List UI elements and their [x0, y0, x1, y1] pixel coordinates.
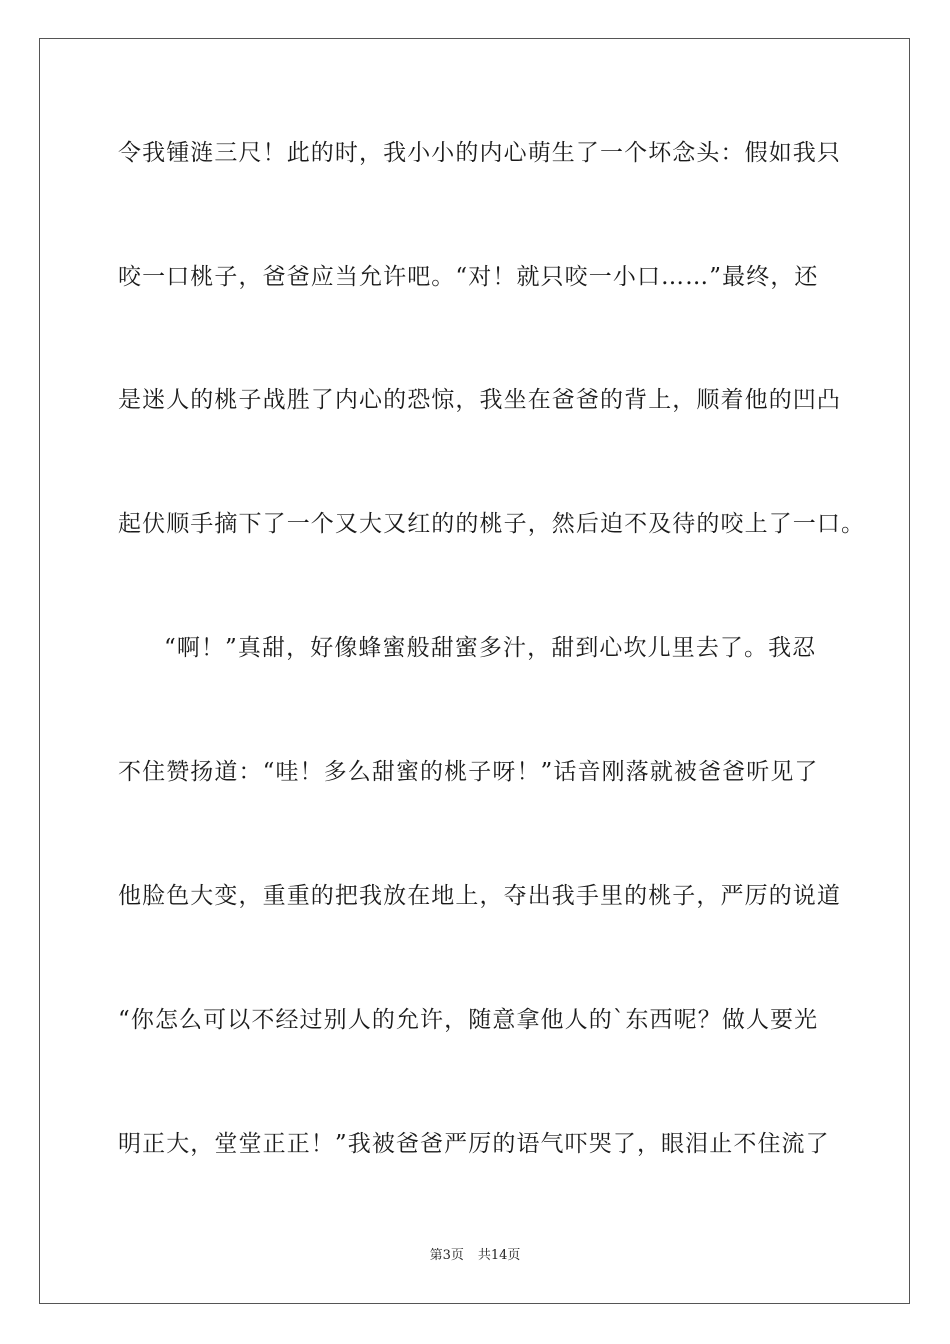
body-text-line-6: 不住赞扬道：“哇！多么甜蜜的桃子呀！”话音刚落就被爸爸听见了 [118, 759, 819, 785]
page-total: 共14页 [477, 1248, 521, 1263]
body-text-line-4: 起伏顺手摘下了一个又大又红的的桃子，然后迫不及待的咬上了一口。 [118, 511, 866, 537]
body-text-line-5: “啊！”真甜，好像蜂蜜般甜蜜多汁，甜到心坎儿里去了。我忍 [164, 635, 817, 661]
page-border [39, 38, 910, 1304]
body-text-line-7: 他脸色大变，重重的把我放在地上，夺出我手里的桃子，严厉的说道 [118, 883, 841, 909]
body-text-line-8: “你怎么可以不经过别人的允许，随意拿他人的`东西呢？做人要光 [118, 1007, 819, 1033]
body-text-line-3: 是迷人的桃子战胜了内心的恐惊，我坐在爸爸的背上，顺着他的凹凸 [118, 387, 841, 413]
body-text-line-1: 令我锺涟三尺！此的时，我小小的内心萌生了一个坏念头：假如我只 [118, 140, 841, 166]
page-number: 第3页 [429, 1248, 464, 1263]
page-footer [0, 1248, 950, 1264]
body-text-line-9: 明正大，堂堂正正！”我被爸爸严厉的语气吓哭了，眼泪止不住流了 [118, 1131, 830, 1157]
body-text-line-2: 咬一口桃子，爸爸应当允许吧。“对！就只咬一小口……”最终，还 [118, 264, 819, 290]
